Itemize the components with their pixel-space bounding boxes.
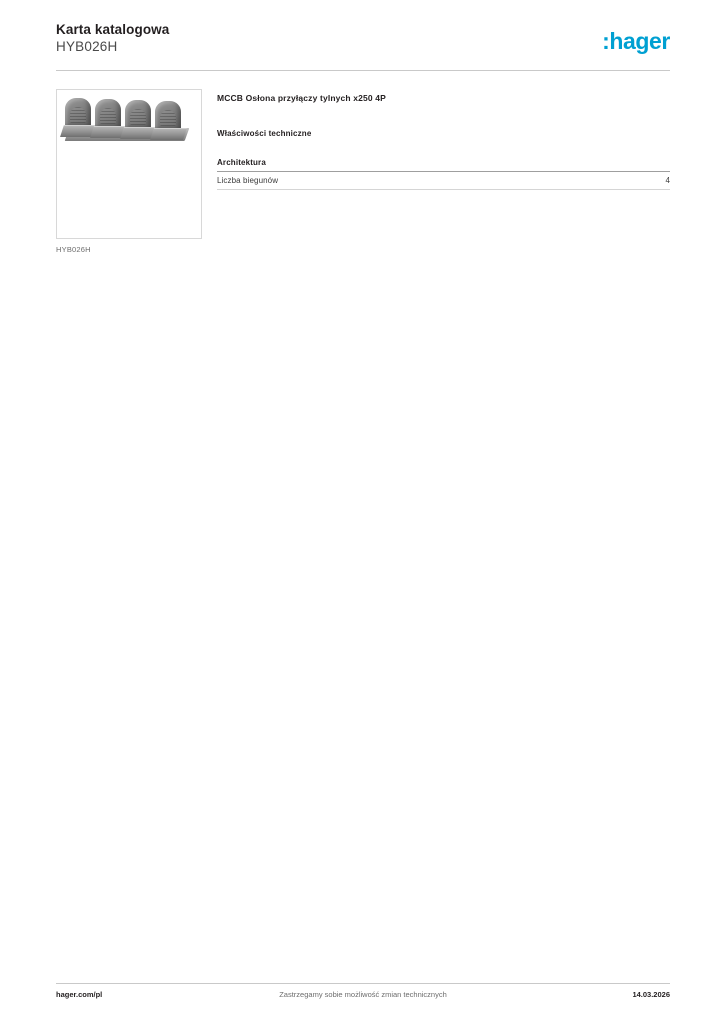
footer-date: 14.03.2026 [632, 990, 670, 999]
hager-logo: :hager [602, 28, 670, 54]
footer-disclaimer: Zastrzegamy sobie możliwość zmian technicznych [279, 990, 447, 999]
spec-group-title: Architektura [217, 158, 670, 172]
product-cap [95, 99, 121, 129]
footer-divider [56, 983, 670, 984]
footer-website-link[interactable]: hager.com/pl [56, 990, 103, 999]
terminal-shield-icon [65, 98, 193, 148]
product-pole [65, 98, 95, 136]
product-cap [155, 101, 181, 131]
page-header [56, 22, 670, 68]
product-cap [125, 100, 151, 130]
product-cap-base [150, 128, 187, 140]
product-name: MCCB Osłona przyłączy tylnych x250 4P [217, 93, 387, 103]
spec-label: Liczba biegunów [217, 176, 279, 185]
spec-group [217, 158, 670, 190]
product-image-caption: HYB026H [56, 245, 91, 254]
product-image [56, 89, 202, 239]
page-footer [56, 990, 670, 1004]
product-cap [65, 98, 91, 128]
specs-section-title: Właściwości techniczne [217, 129, 312, 138]
spec-value: 4 [665, 176, 670, 185]
table-row [217, 172, 670, 190]
product-details [217, 93, 670, 190]
product-pole [125, 100, 155, 138]
product-pole [95, 99, 125, 137]
header-divider [56, 70, 670, 71]
page-title: Karta katalogowa [56, 22, 170, 37]
product-pole [155, 101, 185, 139]
page-reference: HYB026H [56, 39, 118, 54]
